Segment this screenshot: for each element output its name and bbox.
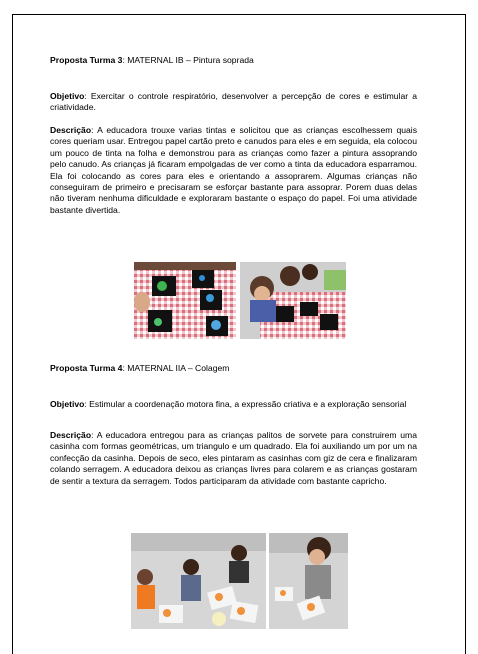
section3-title-rest: : MATERNAL IB – Pintura soprada	[122, 55, 254, 65]
section3-title-bold: Proposta Turma 3	[50, 55, 123, 65]
collage-photo-2	[269, 533, 348, 629]
section4-description-text: : A educadora entregou para as crianças palitos de sorvete para construirem uma casinha com formas geométricas, um triangulo e um quadrado. Ela foi auxiliando um por um na confecção da casinha. Depois de seco, eles pintaram as casinhas com giz de cera e finalizaram colando serragem. A educadora deixou as crianças livres para colarem e as crianças gostaram de sentir a textura da serragem. Todos participaram da atividade com bastante capricho.	[50, 430, 417, 486]
blow-painting-photo-2	[240, 262, 346, 339]
section4-title-bold: Proposta Turma 4	[50, 363, 123, 373]
section4-objective	[50, 399, 417, 410]
section4-objective-label: Objetivo	[50, 399, 85, 409]
blow-painting-photo-1	[134, 262, 236, 339]
section3-description-label: Descrição	[50, 125, 92, 135]
collage-photo-1	[131, 533, 266, 629]
section3-objective-label: Objetivo	[50, 91, 85, 101]
section4-description-label: Descrição	[50, 430, 92, 440]
section3-title	[50, 55, 417, 66]
section4-objective-text: : Estimular a coordenação motora fina, a expressão criativa e a exploração sensorial	[84, 399, 407, 409]
section4-title	[50, 363, 417, 374]
section4-title-rest: : MATERNAL IIA – Colagem	[122, 363, 230, 373]
section3-description	[50, 125, 417, 216]
section4-description	[50, 430, 417, 487]
section3-description-text: : A educadora trouxe varias tintas e solicitou que as crianças escolhessem quais cores queriam usar. Entregou papel cartão preto e canudos para eles e em seguida, ela colocou um pouco de tinta na folha e demonstrou para as crianças como fazer a pintura assoprando pelo canudo. As crianças já ficaram empolgadas de ver como a tinta da educadora esparramou. Ela foi colocando as cores para eles e orientando a assoprarem. Algumas crianças não conseguiram de primeiro e precisaram se esforçar bastante para assoprar. Porem duas delas não tiveram nenhuma dificuldade e exploraram bastante o espaço do papel. Foi uma atividade bastante divertida.	[50, 125, 417, 215]
section3-objective	[50, 91, 417, 114]
section3-objective-text: : Exercitar o controle respiratório, desenvolver a percepção de cores e estimular a criatividade.	[50, 91, 417, 113]
